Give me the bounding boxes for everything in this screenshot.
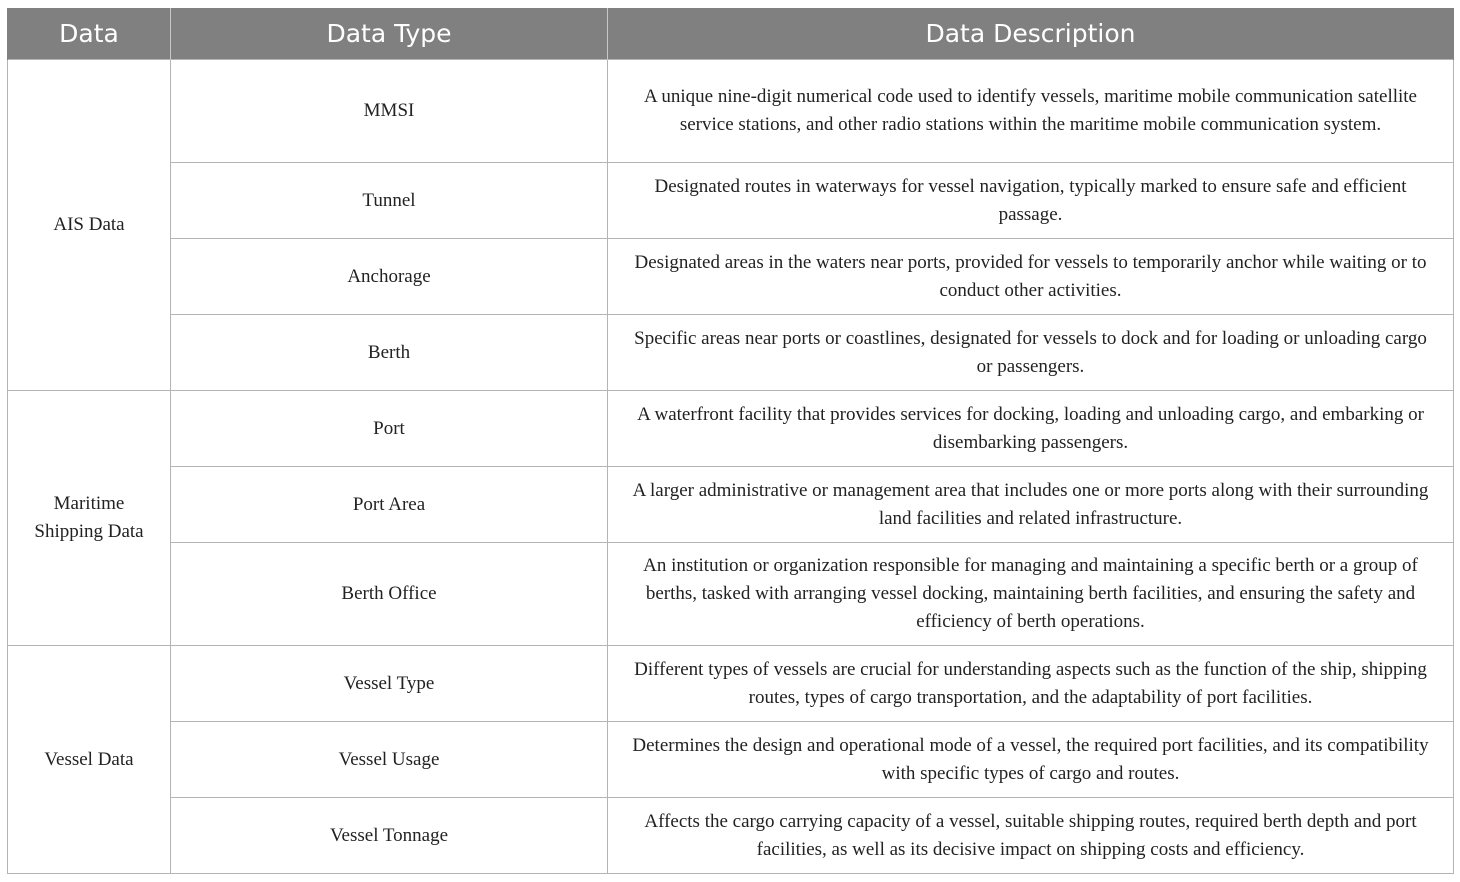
table-row	[8, 239, 1454, 315]
header-data-description: Data Description	[608, 8, 1454, 60]
header-data-type: Data Type	[171, 8, 608, 60]
table-row	[8, 646, 1454, 722]
table-body	[8, 60, 1454, 874]
description-cell: A waterfront facility that provides services for docking, loading and unloading cargo, and embarking or disembarking passengers.	[608, 391, 1454, 467]
description-cell: Designated areas in the waters near ports, provided for vessels to temporarily anchor while waiting or to conduct other activities.	[608, 239, 1454, 315]
type-cell: Berth	[171, 315, 608, 391]
header-data: Data	[8, 8, 171, 60]
table-row	[8, 722, 1454, 798]
type-cell: Port	[171, 391, 608, 467]
description-cell: Affects the cargo carrying capacity of a vessel, suitable shipping routes, required berth depth and port facilities, as well as its decisive impact on shipping costs and efficiency.	[608, 798, 1454, 874]
table-row	[8, 163, 1454, 239]
type-cell: Vessel Usage	[171, 722, 608, 798]
table-row	[8, 391, 1454, 467]
description-cell: Designated routes in waterways for vessel navigation, typically marked to ensure safe and efficient passage.	[608, 163, 1454, 239]
table-row	[8, 798, 1454, 874]
data-table	[7, 8, 1454, 874]
table-row	[8, 543, 1454, 646]
type-cell: Vessel Tonnage	[171, 798, 608, 874]
table-row	[8, 315, 1454, 391]
group-cell-maritime-shipping-data: Maritime Shipping Data	[8, 391, 171, 646]
group-cell-vessel-data: Vessel Data	[8, 646, 171, 874]
description-cell: A larger administrative or management area that includes one or more ports along with their surrounding land facilities and related infrastructure.	[608, 467, 1454, 543]
description-cell: Specific areas near ports or coastlines, designated for vessels to dock and for loading or unloading cargo or passengers.	[608, 315, 1454, 391]
type-cell: Vessel Type	[171, 646, 608, 722]
table-row	[8, 467, 1454, 543]
type-cell: Anchorage	[171, 239, 608, 315]
table-row	[8, 60, 1454, 163]
type-cell: Port Area	[171, 467, 608, 543]
description-cell: An institution or organization responsible for managing and maintaining a specific berth or a group of berths, tasked with arranging vessel docking, maintaining berth facilities, and ensuring the safety and efficiency of berth operations.	[608, 543, 1454, 646]
table-header	[8, 8, 1454, 60]
description-cell: Different types of vessels are crucial for understanding aspects such as the function of the ship, shipping routes, types of cargo transportation, and the adaptability of port facilities.	[608, 646, 1454, 722]
type-cell: MMSI	[171, 60, 608, 163]
type-cell: Tunnel	[171, 163, 608, 239]
description-cell: Determines the design and operational mode of a vessel, the required port facilities, and its compatibility with specific types of cargo and routes.	[608, 722, 1454, 798]
data-table-container	[7, 8, 1453, 874]
group-cell-ais-data: AIS Data	[8, 60, 171, 391]
type-cell: Berth Office	[171, 543, 608, 646]
header-row	[8, 8, 1454, 60]
description-cell: A unique nine-digit numerical code used to identify vessels, maritime mobile communication satellite service stations, and other radio stations within the maritime mobile communication system.	[608, 60, 1454, 163]
